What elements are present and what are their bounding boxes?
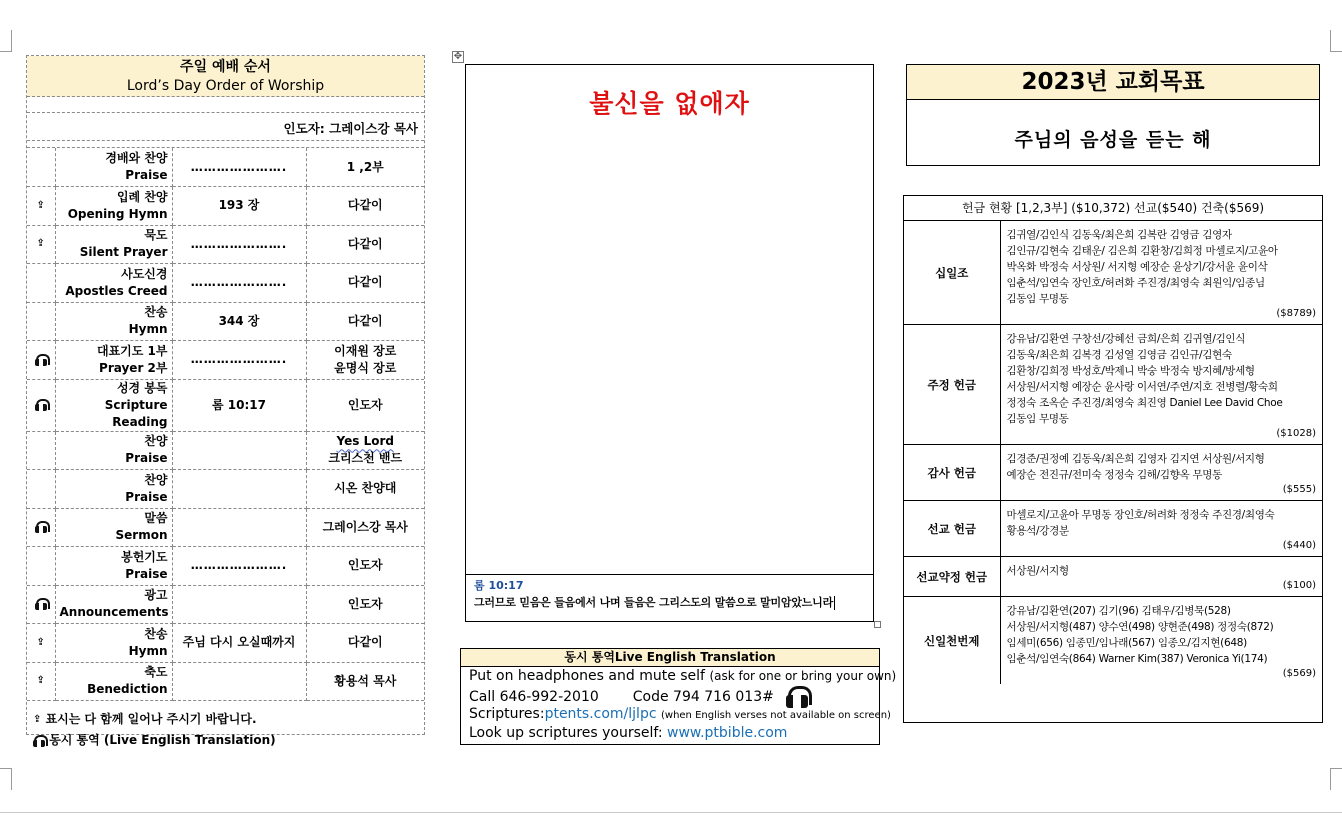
order-item-person [306, 187, 424, 226]
offering-names [1000, 501, 1322, 557]
offering-row [904, 597, 1322, 685]
order-icon-cell [27, 187, 55, 226]
order-item-person [306, 379, 424, 431]
order-item-detail [172, 470, 306, 509]
offering-row [904, 325, 1322, 445]
table-resize-handle[interactable] [874, 621, 881, 628]
order-title-en: Lord’s Day Order of Worship [126, 78, 325, 94]
order-item-person [306, 624, 424, 663]
order-item-name [55, 547, 172, 586]
offering-summary: 헌금 현황 [1,2,3부] ($10,372) 선교($540) 건축($569) [904, 196, 1322, 221]
order-person-line1: 이재원 장로 [334, 343, 397, 358]
order-row [27, 302, 424, 341]
order-item-detail: …………………. [172, 547, 306, 586]
note-translation [33, 730, 424, 751]
order-item-person [306, 547, 424, 586]
verse-text [474, 593, 873, 613]
order-item-ko: 찬양 [144, 472, 168, 487]
order-item-en: Scripture Reading [104, 397, 168, 429]
order-item-en: Sermon [115, 528, 168, 543]
order-person-line1: 1 ,2부 [346, 159, 384, 174]
order-item-detail: 롬 10:17 [172, 379, 306, 431]
offering-category: 주정 헌금 [904, 325, 1000, 445]
stand-up-icon: ⇪ [33, 713, 42, 725]
headphones-icon [786, 686, 808, 708]
order-person-line1: 그레이스강 목사 [322, 519, 408, 534]
order-item-person [306, 341, 424, 380]
order-row [27, 624, 424, 663]
order-icon-cell [27, 662, 55, 701]
order-item-en: Praise [125, 489, 168, 504]
order-item-ko: 찬송 [144, 305, 168, 320]
offering-category: 신일천번제 [904, 597, 1000, 685]
offering-row [904, 445, 1322, 501]
order-item-name [55, 662, 172, 701]
note-translation-text: 동시 통역 (Live English Translation) [49, 733, 276, 747]
offering-amount: ($440) [1282, 540, 1316, 551]
order-row [27, 187, 424, 226]
order-item-ko: 찬송 [144, 626, 168, 641]
offering-names-line: 임세미(656) 임종민/임나래(567) 임종오/김지현(648) [1006, 637, 1247, 649]
order-row [27, 264, 424, 303]
order-item-en: Benediction [87, 682, 168, 697]
banner-title: 불신을 없애자 [589, 89, 750, 118]
order-row [27, 341, 424, 380]
offering-names-line: 김환창/김희정 박성호/박제니 박숭 박정숙 방지혜/방세형 [1006, 365, 1255, 377]
offering-names-line: 김경준/권정예 김동욱/최은희 김영자 김지연 서상원/서지형 [1006, 453, 1265, 465]
offering-names-line: 김동임 무명동 [1006, 413, 1069, 425]
order-row [27, 662, 424, 701]
lookup-label: Look up scriptures yourself: [469, 725, 663, 741]
order-item-detail: 주님 다시 오실때까지 [172, 624, 306, 663]
order-item-detail [172, 662, 306, 701]
order-item-en: Praise [125, 566, 168, 581]
order-item-ko: 경배와 찬양 [105, 151, 168, 165]
order-item-name [55, 508, 172, 547]
order-person-line1: 황용석 목사 [334, 673, 397, 688]
headphones-icon [35, 399, 47, 411]
order-item-detail: 344 장 [172, 302, 306, 341]
order-item-detail: …………………. [172, 148, 306, 187]
order-item-name [55, 341, 172, 380]
order-icon-cell [27, 341, 55, 380]
order-item-name [55, 264, 172, 303]
order-table [27, 148, 424, 701]
offering-names-line: 서상원/서지형 예장순 윤사랑 이서연/주연/지호 전병렬/황숙희 [1006, 381, 1278, 393]
offering-names-line: 강유남/김환연(207) 김기(96) 김태우/김병묵(528) [1006, 605, 1231, 617]
order-icon-cell [27, 470, 55, 509]
order-row [27, 431, 424, 470]
offering-names-line: 강유남/김환연 구창선/강혜선 금희/은희 김귀열/김인식 [1006, 333, 1246, 345]
order-of-worship-panel [26, 55, 425, 747]
order-item-person [306, 431, 424, 470]
offering-names [1000, 557, 1322, 597]
order-item-en: Silent Prayer [79, 245, 168, 260]
order-item-name [55, 187, 172, 226]
offering-amount: ($555) [1282, 484, 1316, 495]
order-icon-cell [27, 585, 55, 624]
order-title [27, 56, 424, 97]
order-person-line1: 시온 찬양대 [334, 481, 397, 496]
goal-motto: 주님의 음성을 듣는 해 [1014, 129, 1212, 151]
order-item-name [55, 624, 172, 663]
order-spacer [27, 97, 424, 113]
order-item-ko: 광고 [144, 588, 168, 603]
offering-box [903, 195, 1323, 723]
crop-mark-top-right [1330, 30, 1342, 52]
order-icon-cell [27, 264, 55, 303]
order-person-line2: 윤명식 장로 [334, 360, 397, 375]
order-item-person [306, 302, 424, 341]
order-row [27, 225, 424, 264]
order-person-line1: 다같이 [347, 635, 383, 650]
scriptures-link[interactable]: ptents.com/ljlpc [544, 706, 657, 722]
order-person-line1: 다같이 [347, 236, 383, 251]
order-item-detail: …………………. [172, 264, 306, 303]
order-item-person [306, 508, 424, 547]
offering-category: 선교 헌금 [904, 501, 1000, 557]
offering-table [904, 221, 1322, 684]
offering-row [904, 557, 1322, 597]
order-item-name [55, 379, 172, 431]
verse-text-content: 그러므로 믿음은 들음에서 나며 들음은 그리스도의 말씀으로 말미암았느니라 [474, 596, 834, 609]
crop-mark-bottom-right [1330, 768, 1342, 790]
note-stand-text: 표시는 다 함께 일어나 주시기 바랍니다. [45, 712, 257, 726]
offering-row [904, 221, 1322, 325]
crop-mark-top-left [0, 30, 12, 52]
translation-line-2 [461, 686, 879, 705]
offering-names-line: 김귀열/김인식 김동욱/최은희 김복란 김영금 김영자 [1006, 229, 1232, 241]
order-icon-cell [27, 547, 55, 586]
order-item-detail: …………………. [172, 341, 306, 380]
order-item-ko: 사도신경 [121, 266, 168, 281]
offering-names-line: 김동욱/최은희 김복경 김성열 김영금 김인규/김현숙 [1006, 349, 1232, 361]
scriptures-label: Scriptures: [469, 706, 545, 722]
order-row [27, 470, 424, 509]
order-item-name [55, 585, 172, 624]
translation-header: 동시 통역Live English Translation [461, 649, 879, 667]
verse-box [466, 574, 873, 622]
offering-names-line: 예장순 전진규/전미숙 정정숙 김해/김향옥 무명동 [1006, 469, 1222, 481]
order-item-ko: 입례 찬양 [116, 189, 168, 204]
order-person-line2: 크리스천 밴드 [328, 451, 403, 466]
order-item-ko: 성경 봉독 [116, 380, 168, 395]
order-item-detail [172, 508, 306, 547]
order-row [27, 379, 424, 431]
order-item-name [55, 225, 172, 264]
order-item-ko: 말씀 [144, 511, 168, 526]
order-icon-cell [27, 225, 55, 264]
order-item-detail [172, 585, 306, 624]
lookup-link[interactable]: www.ptbible.com [667, 725, 788, 741]
offering-amount: ($100) [1282, 580, 1316, 591]
offering-names-line: 서상원/서지형(487) 양수연(498) 양현준(498) 정정숙(872) [1006, 621, 1274, 633]
offering-names [1000, 597, 1322, 685]
church-goal-box [906, 64, 1320, 166]
order-item-person [306, 662, 424, 701]
order-item-detail: 193 장 [172, 187, 306, 226]
order-item-person [306, 225, 424, 264]
offering-category: 십일조 [904, 221, 1000, 325]
order-person-line1: 인도자 [347, 558, 383, 573]
page-bottom-edge [0, 812, 1342, 813]
crop-mark-bottom-left [0, 768, 12, 790]
offering-amount: ($569) [1282, 668, 1316, 679]
order-item-person [306, 264, 424, 303]
order-icon-cell [27, 379, 55, 431]
order-item-detail [172, 431, 306, 470]
offering-category: 감사 헌금 [904, 445, 1000, 501]
order-item-en: Hymn [128, 643, 168, 658]
order-item-detail: …………………. [172, 225, 306, 264]
table-move-handle-icon[interactable]: ✥ [453, 51, 463, 62]
translation-line-3 [461, 705, 891, 724]
order-person-line1: 다같이 [347, 275, 383, 290]
order-item-en: Apostles Creed [65, 283, 168, 298]
scriptures-note: (when English verses not available on screen) [660, 710, 891, 721]
order-item-person [306, 470, 424, 509]
order-icon-cell [27, 508, 55, 547]
offering-amount: ($8789) [1276, 308, 1316, 319]
order-row [27, 547, 424, 586]
stand-up-icon: ⇪ [36, 636, 45, 648]
order-person-line1: 인도자 [347, 596, 383, 611]
offering-names-line: 임춘석/임연숙 장인호/허려화 주진경/최영숙 최원익/임종님 [1006, 277, 1265, 289]
offering-amount: ($1028) [1276, 428, 1316, 439]
headphones-instruction-note: (ask for one or bring your own) [709, 669, 897, 683]
headphones-icon [33, 735, 45, 747]
offering-names-line: 임춘석/임연숙(864) Warner Kim(387) Veronica Yi(174) [1006, 653, 1268, 665]
order-person-line1: Yes Lord [336, 434, 394, 449]
order-row [27, 148, 424, 187]
offering-category: 선교약정 헌금 [904, 557, 1000, 597]
offering-names-line: 김인규/김현숙 김태운/ 김은희 김환창/김희정 마셀로지/고윤아 [1006, 245, 1278, 257]
order-item-en: Praise [125, 168, 168, 182]
order-leader: 인도자: 그레이스강 목사 [27, 113, 424, 141]
order-item-name [55, 470, 172, 509]
order-item-en: Announcements [59, 605, 169, 620]
translation-box [460, 648, 897, 745]
call-number: Call 646-992-2010 [469, 689, 599, 705]
offering-names [1000, 325, 1322, 445]
order-item-ko: 봉헌기도 [121, 549, 168, 564]
headphones-icon [35, 598, 47, 610]
offering-names-line: 정정숙 조옥순 주진경/최영숙 최진영 Daniel Lee David Choe [1006, 397, 1283, 409]
order-item-name [55, 148, 172, 187]
headphones-icon [35, 521, 47, 533]
translation-line-1 [461, 667, 897, 686]
order-item-en: Praise [125, 451, 168, 466]
stand-up-icon: ⇪ [36, 675, 45, 687]
order-icon-cell [27, 148, 55, 187]
stand-up-icon: ⇪ [36, 199, 45, 211]
order-row [27, 508, 424, 547]
order-icon-cell [27, 624, 55, 663]
order-icon-cell [27, 431, 55, 470]
order-title-ko: 주일 예배 순서 [180, 59, 271, 75]
headphones-icon [35, 354, 47, 366]
offering-names [1000, 221, 1322, 325]
goal-year-title: 2023년 교회목표 [907, 65, 1319, 100]
offering-names-line: 서상원/서지형 [1006, 565, 1069, 577]
order-item-person [306, 148, 424, 187]
offering-names-line: 김동임 무명동 [1006, 293, 1069, 305]
order-item-ko: 대표기도 1부 [97, 343, 168, 358]
order-item-en: Opening Hymn [67, 206, 168, 221]
order-person-line1: 다같이 [347, 198, 383, 213]
order-item-ko: 축도 [144, 665, 168, 680]
order-item-name [55, 302, 172, 341]
offering-names-line: 황용석/강경분 [1006, 525, 1069, 537]
offering-row [904, 501, 1322, 557]
offering-names-line: 박옥화 박정숙 서상원/ 서지형 예장순 윤상기/강서윤 윤이삭 [1006, 261, 1268, 273]
order-icon-cell [27, 302, 55, 341]
call-code: Code 794 716 013# [632, 689, 774, 705]
offering-names [1000, 445, 1322, 501]
order-gap [27, 141, 424, 148]
order-person-line1: 인도자 [347, 397, 383, 412]
headphones-instruction: Put on headphones and mute self [469, 668, 705, 684]
translation-line-4 [461, 724, 879, 743]
order-notes [27, 701, 424, 751]
stand-up-icon: ⇪ [36, 238, 45, 250]
order-item-en: Hymn [128, 322, 168, 337]
order-item-name [55, 431, 172, 470]
order-person-line1: 다같이 [347, 313, 383, 328]
order-item-person [306, 585, 424, 624]
order-item-ko: 묵도 [144, 228, 168, 243]
verse-reference: 롬 10:17 [474, 579, 524, 592]
sermon-banner-box [465, 64, 874, 622]
note-stand [33, 709, 424, 730]
offering-names-line: 마셀로지/고윤아 무명동 장인호/허려화 정정숙 주진경/최영숙 [1006, 509, 1275, 521]
order-row [27, 585, 424, 624]
order-item-ko: 찬양 [144, 434, 168, 449]
order-item-en: Prayer 2부 [99, 360, 168, 375]
text-cursor [834, 596, 835, 610]
